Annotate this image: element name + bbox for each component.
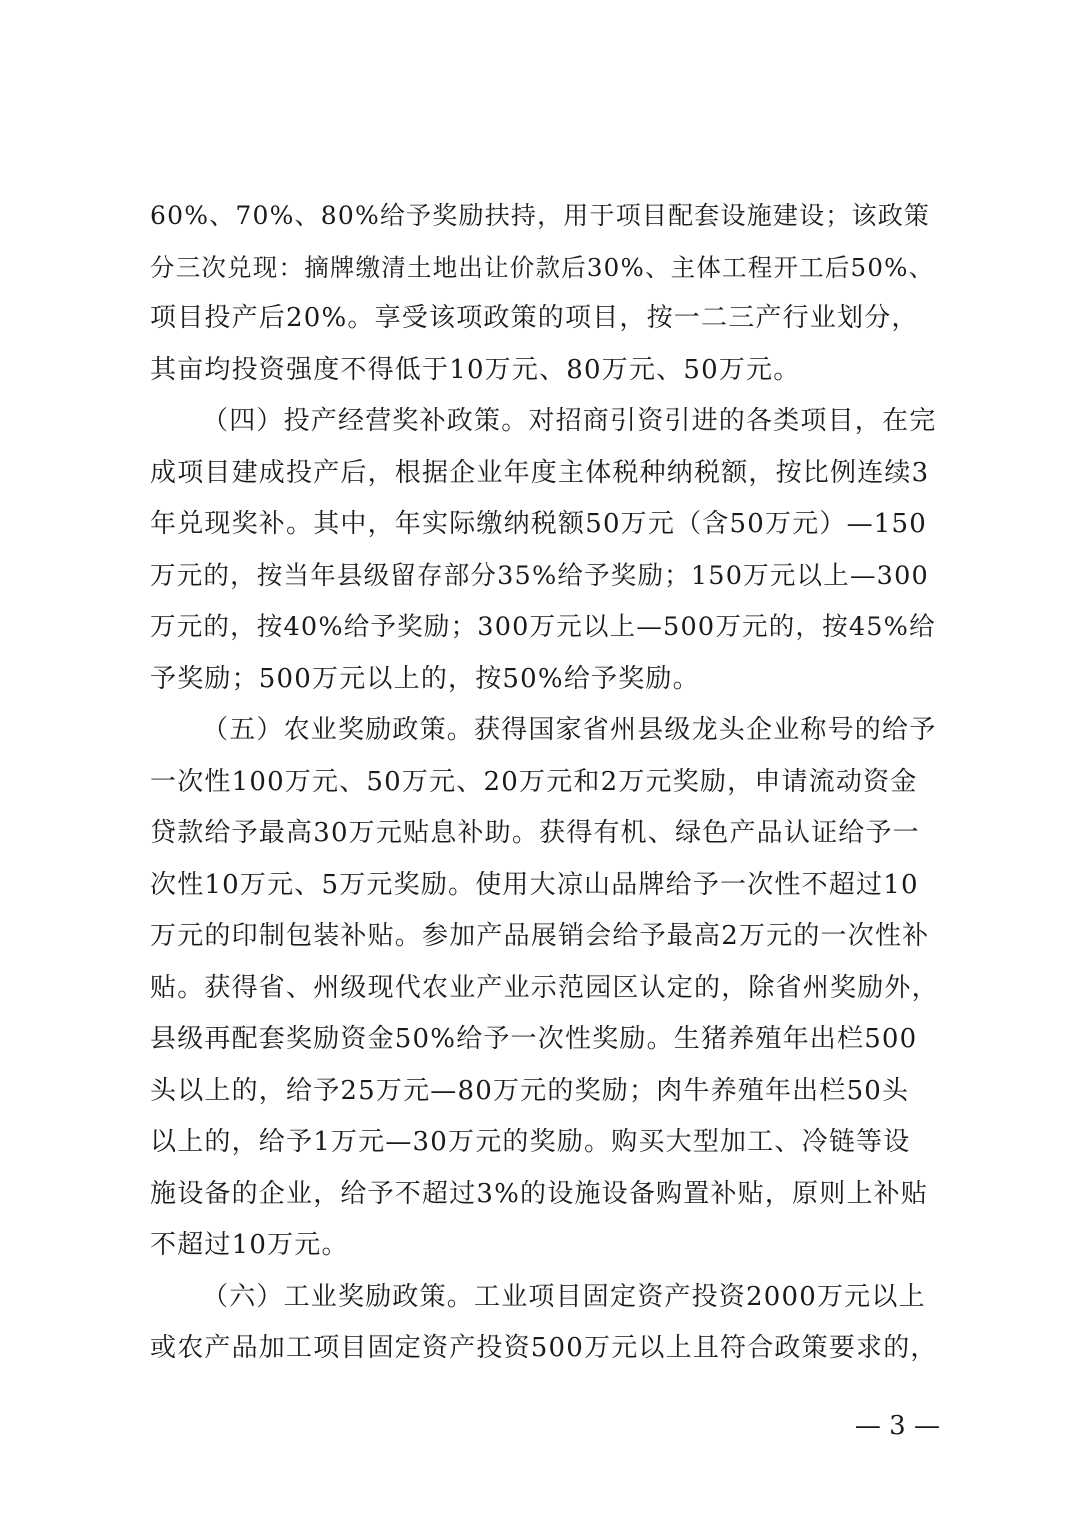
text-line: 予奖励；500万元以上的，按50%给予奖励。 <box>150 663 700 694</box>
text-line: 头以上的，给予25万元—80万元的奖励；肉牛养殖年出栏50头 <box>150 1075 910 1106</box>
text-line: 分三次兑现：摘牌缴清土地出让价款后30%、主体工程开工后50%、 <box>150 252 935 282</box>
paragraph-6-heading-line: （六）工业奖励政策。工业项目固定资产投资2000万元以上 <box>202 1281 926 1312</box>
paragraph-4-heading-line: （四）投产经营奖补政策。对招商引资引进的各类项目，在完 <box>202 406 937 436</box>
text-line: 万元的，按40%给予奖励；300万元以上—500万元的，按45%给 <box>150 612 936 642</box>
text-line: 次性10万元、5万元奖励。使用大凉山品牌给予一次性不超过10 <box>150 869 919 900</box>
text-line: 以上的，给予1万元—30万元的奖励。购买大型加工、冷链等设 <box>150 1127 911 1157</box>
text-line: 项目投产后20%。享受该项政策的项目，按一二三产行业划分， <box>150 303 919 333</box>
text-line: 万元的印制包装补贴。参加产品展销会给予最高2万元的一次性补 <box>150 921 930 951</box>
text-line: 成项目建成投产后，根据企业年度主体税种纳税额，按比例连续3 <box>150 457 930 488</box>
text-line: 万元的，按当年县级留存部分35%给予奖励；150万元以上—300 <box>150 560 929 591</box>
paragraph-5-heading-line: （五）农业奖励政策。获得国家省州县级龙头企业称号的给予 <box>202 715 937 745</box>
text-line: 60%、70%、80%给予奖励扶持，用于项目配套设施建设；该政策 <box>150 201 931 230</box>
text-line: 一次性100万元、50万元、20万元和2万元奖励，申请流动资金 <box>150 766 918 797</box>
text-line: 贴。获得省、州级现代农业产业示范园区认定的，除省州奖励外， <box>150 972 939 1003</box>
text-line: 县级再配套奖励资金50%给予一次性奖励。生猪养殖年出栏500 <box>150 1024 918 1054</box>
page-number: — 3 — <box>854 1411 940 1441</box>
text-line: 不超过10万元。 <box>150 1230 349 1260</box>
text-line: 贷款给予最高30万元贴息补助。获得有机、绿色产品认证给予一 <box>150 818 920 848</box>
text-line: 或农产品加工项目固定资产投资500万元以上且符合政策要求的， <box>150 1333 938 1363</box>
text-line: 其亩均投资强度不得低于10万元、80万元、50万元。 <box>150 354 801 385</box>
document-body <box>150 190 940 1375</box>
text-line: 年兑现奖补。其中，年实际缴纳税额50万元（含50万元）—150 <box>150 509 927 539</box>
text-line: 施设备的企业，给予不超过3%的设施设备购置补贴，原则上补贴 <box>150 1178 929 1209</box>
